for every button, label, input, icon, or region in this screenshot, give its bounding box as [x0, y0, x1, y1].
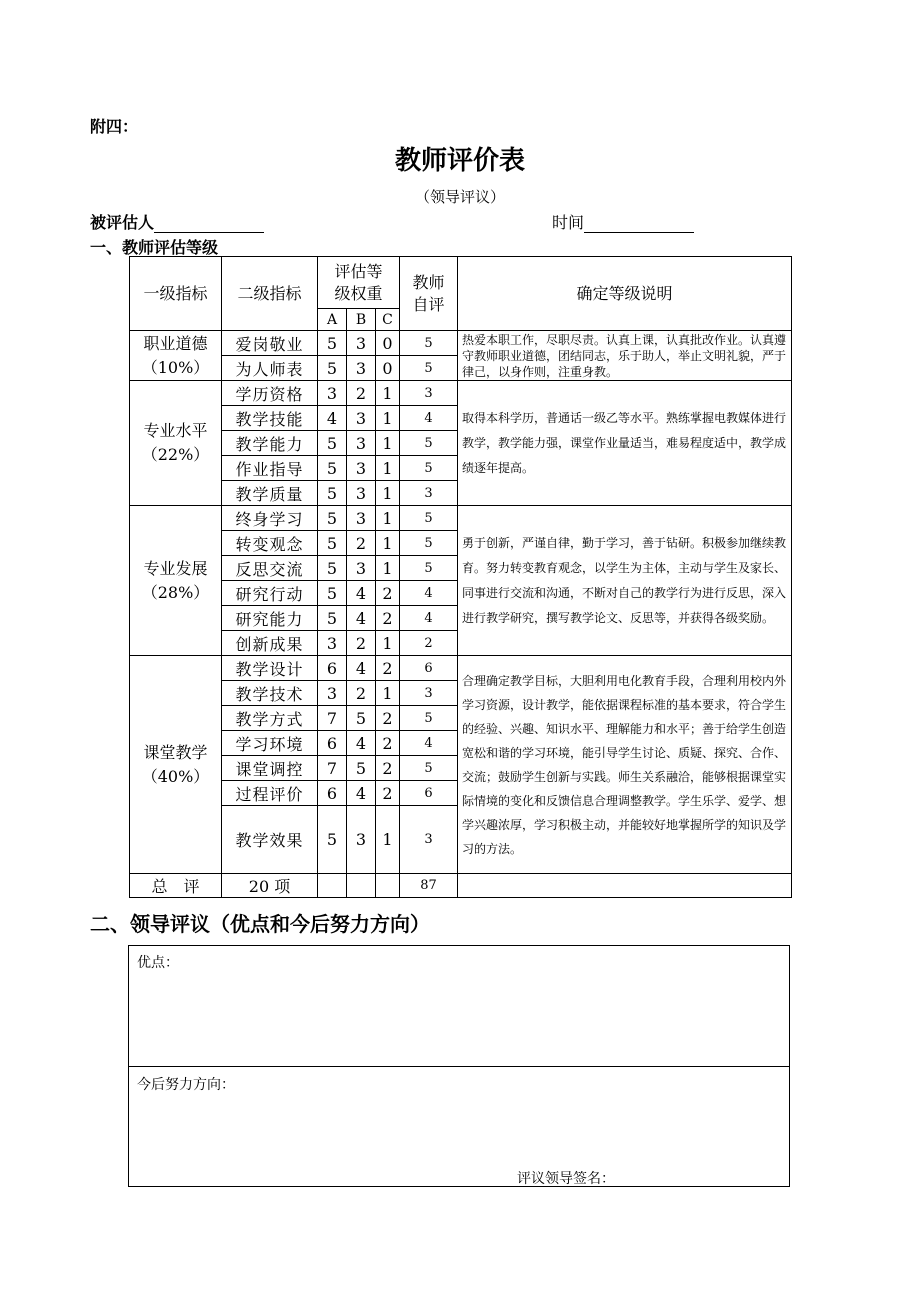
item-a: 6 — [318, 781, 347, 806]
section1-title: 一、教师评估等级 — [90, 238, 219, 257]
item-name: 过程评价 — [222, 781, 318, 806]
item-c: 1 — [376, 806, 400, 874]
item-c: 2 — [376, 606, 400, 631]
item-c: 0 — [376, 356, 400, 381]
item-c: 1 — [376, 556, 400, 581]
item-a: 7 — [318, 706, 347, 731]
item-c: 1 — [376, 631, 400, 656]
header-weight-line1: 评估等 — [334, 261, 383, 281]
item-c: 2 — [376, 656, 400, 681]
item-b: 3 — [347, 356, 376, 381]
item-b: 4 — [347, 656, 376, 681]
item-b: 3 — [347, 331, 376, 356]
evaluatee-blank[interactable] — [154, 216, 264, 233]
item-b: 2 — [347, 381, 376, 406]
category-cell — [130, 381, 222, 506]
header-grade-a: A — [318, 309, 347, 331]
item-self-score: 4 — [400, 581, 458, 606]
evaluatee-label: 被评估人 — [90, 213, 155, 232]
item-name: 作业指导 — [222, 456, 318, 481]
item-a: 4 — [318, 406, 347, 431]
item-self-score: 5 — [400, 431, 458, 456]
item-self-score: 5 — [400, 331, 458, 356]
item-a: 5 — [318, 581, 347, 606]
item-b: 4 — [347, 781, 376, 806]
item-c: 1 — [376, 681, 400, 706]
item-name: 爱岗敬业 — [222, 331, 318, 356]
item-self-score: 3 — [400, 481, 458, 506]
time-blank[interactable] — [584, 216, 694, 233]
item-c: 0 — [376, 331, 400, 356]
category-name: 职业道德 — [143, 333, 208, 353]
item-self-score: 4 — [400, 606, 458, 631]
item-b: 3 — [347, 431, 376, 456]
item-c: 1 — [376, 456, 400, 481]
page-title: 教师评价表 — [394, 146, 525, 176]
header-grade-b: B — [347, 309, 376, 331]
evaluatee-row — [90, 210, 264, 233]
header-description: 确定等级说明 — [458, 257, 792, 331]
header-weight-line2: 级权重 — [334, 283, 383, 303]
item-self-score: 2 — [400, 631, 458, 656]
item-name: 终身学习 — [222, 506, 318, 531]
item-name: 教学技术 — [222, 681, 318, 706]
item-name: 为人师表 — [222, 356, 318, 381]
total-label: 总 评 — [130, 874, 222, 898]
total-description — [458, 874, 792, 898]
item-a: 3 — [318, 631, 347, 656]
item-c: 1 — [376, 406, 400, 431]
category-name: 专业发展 — [143, 558, 208, 578]
item-name: 研究能力 — [222, 606, 318, 631]
header-level2: 二级指标 — [222, 257, 318, 331]
item-b: 4 — [347, 606, 376, 631]
page-subtitle: （领导评议） — [414, 188, 505, 206]
item-name: 教学能力 — [222, 431, 318, 456]
item-self-score: 5 — [400, 506, 458, 531]
evaluation-table — [129, 256, 792, 898]
item-b: 3 — [347, 406, 376, 431]
item-c: 2 — [376, 706, 400, 731]
item-c: 1 — [376, 381, 400, 406]
item-name: 创新成果 — [222, 631, 318, 656]
item-self-score: 5 — [400, 706, 458, 731]
signature-label: 评议领导签名： — [517, 1171, 615, 1187]
category-percent: （10%） — [141, 357, 210, 377]
item-self-score: 5 — [400, 356, 458, 381]
section2-title: 二、领导评议（优点和今后努力方向） — [90, 912, 430, 936]
header-weight — [318, 257, 400, 309]
item-name: 教学质量 — [222, 481, 318, 506]
header-self — [400, 257, 458, 331]
item-c: 1 — [376, 431, 400, 456]
item-self-score: 3 — [400, 806, 458, 874]
item-a: 6 — [318, 731, 347, 756]
item-self-score: 3 — [400, 681, 458, 706]
time-row — [552, 210, 694, 233]
item-b: 3 — [347, 806, 376, 874]
item-b: 3 — [347, 481, 376, 506]
item-self-score: 4 — [400, 731, 458, 756]
item-a: 5 — [318, 431, 347, 456]
leader-comment-box — [128, 945, 790, 1187]
total-c — [376, 874, 400, 898]
item-a: 5 — [318, 506, 347, 531]
item-c: 2 — [376, 781, 400, 806]
item-c: 2 — [376, 731, 400, 756]
strengths-label: 优点： — [137, 955, 179, 971]
item-self-score: 5 — [400, 456, 458, 481]
item-name: 转变观念 — [222, 531, 318, 556]
category-percent: （40%） — [141, 766, 210, 786]
category-description: 取得本科学历，普通话一级乙等水平。熟练掌握电教媒体进行教学，教学能力强，课堂作业量适当，难易程度适中，教学成绩逐年提高。 — [458, 381, 792, 506]
item-b: 5 — [347, 706, 376, 731]
item-self-score: 5 — [400, 531, 458, 556]
item-c: 1 — [376, 531, 400, 556]
header-grade-c: C — [376, 309, 400, 331]
item-b: 2 — [347, 631, 376, 656]
item-a: 7 — [318, 756, 347, 781]
category-cell — [130, 656, 222, 874]
item-c: 1 — [376, 506, 400, 531]
appendix-label: 附四： — [90, 117, 139, 136]
item-a: 5 — [318, 456, 347, 481]
category-name: 专业水平 — [143, 421, 208, 440]
category-percent: （22%） — [141, 445, 210, 464]
direction-label: 今后努力方向： — [137, 1077, 235, 1093]
item-name: 教学技能 — [222, 406, 318, 431]
item-a: 6 — [318, 656, 347, 681]
item-a: 5 — [318, 606, 347, 631]
item-self-score: 5 — [400, 756, 458, 781]
total-b — [347, 874, 376, 898]
category-cell — [130, 331, 222, 381]
item-b: 3 — [347, 556, 376, 581]
item-b: 4 — [347, 581, 376, 606]
comment-divider — [129, 1066, 789, 1067]
item-name: 学习环境 — [222, 731, 318, 756]
item-c: 1 — [376, 481, 400, 506]
total-self-score: 87 — [400, 874, 458, 898]
category-cell — [130, 506, 222, 656]
item-self-score: 4 — [400, 406, 458, 431]
header-level1: 一级指标 — [130, 257, 222, 331]
item-self-score: 6 — [400, 656, 458, 681]
total-a — [318, 874, 347, 898]
item-name: 教学设计 — [222, 656, 318, 681]
item-a: 3 — [318, 681, 347, 706]
category-description: 热爱本职工作，尽职尽责。认真上课，认真批改作业。认真遵守教师职业道德，团结同志，乐于助人，举止文明礼貌，严于律己，以身作则，注重身教。 — [458, 331, 792, 381]
item-name: 教学效果 — [222, 806, 318, 874]
category-description: 合理确定教学目标，大胆利用电化教育手段，合理利用校内外学习资源，设计教学，能依据课程标准的基本要求，符合学生的经验、兴趣、知识水平、理解能力和水平；善于给学生创造宽松和谐的学习环境，能引导学生讨论、质疑、探究、合作、交流；鼓励学生创新与实践。师生关系融洽，能够根据课堂实际情境的变化和反馈信息合理调整教学。学生乐学、爱学、想学兴趣浓厚，学习积极主动，并能较好地掌握所学的知识及学习的方法。 — [458, 656, 792, 874]
item-name: 反思交流 — [222, 556, 318, 581]
item-self-score: 5 — [400, 556, 458, 581]
category-description: 勇于创新，严谨自律，勤于学习，善于钻研。积极参加继续教育。努力转变教育观念，以学生为主体，主动与学生及家长、同事进行交流和沟通，不断对自己的教学行为进行反思，深入进行教学研究，撰写教学论文、反思等，并获得各级奖励。 — [458, 506, 792, 656]
item-a: 5 — [318, 331, 347, 356]
item-a: 5 — [318, 806, 347, 874]
item-self-score: 6 — [400, 781, 458, 806]
total-count: 20 项 — [222, 874, 318, 898]
item-a: 3 — [318, 381, 347, 406]
item-name: 学历资格 — [222, 381, 318, 406]
time-label: 时间 — [552, 213, 585, 232]
item-b: 3 — [347, 456, 376, 481]
item-name: 教学方式 — [222, 706, 318, 731]
item-b: 2 — [347, 531, 376, 556]
header-self-line1: 教师 — [412, 272, 445, 292]
item-a: 5 — [318, 556, 347, 581]
item-name: 研究行动 — [222, 581, 318, 606]
item-a: 5 — [318, 531, 347, 556]
item-a: 5 — [318, 356, 347, 381]
item-c: 2 — [376, 581, 400, 606]
item-b: 4 — [347, 731, 376, 756]
item-b: 2 — [347, 681, 376, 706]
item-name: 课堂调控 — [222, 756, 318, 781]
category-name: 课堂教学 — [143, 742, 208, 762]
category-percent: （28%） — [141, 582, 210, 602]
item-a: 5 — [318, 481, 347, 506]
item-b: 3 — [347, 506, 376, 531]
item-b: 5 — [347, 756, 376, 781]
header-self-line2: 自评 — [412, 294, 445, 314]
item-c: 2 — [376, 756, 400, 781]
item-self-score: 3 — [400, 381, 458, 406]
